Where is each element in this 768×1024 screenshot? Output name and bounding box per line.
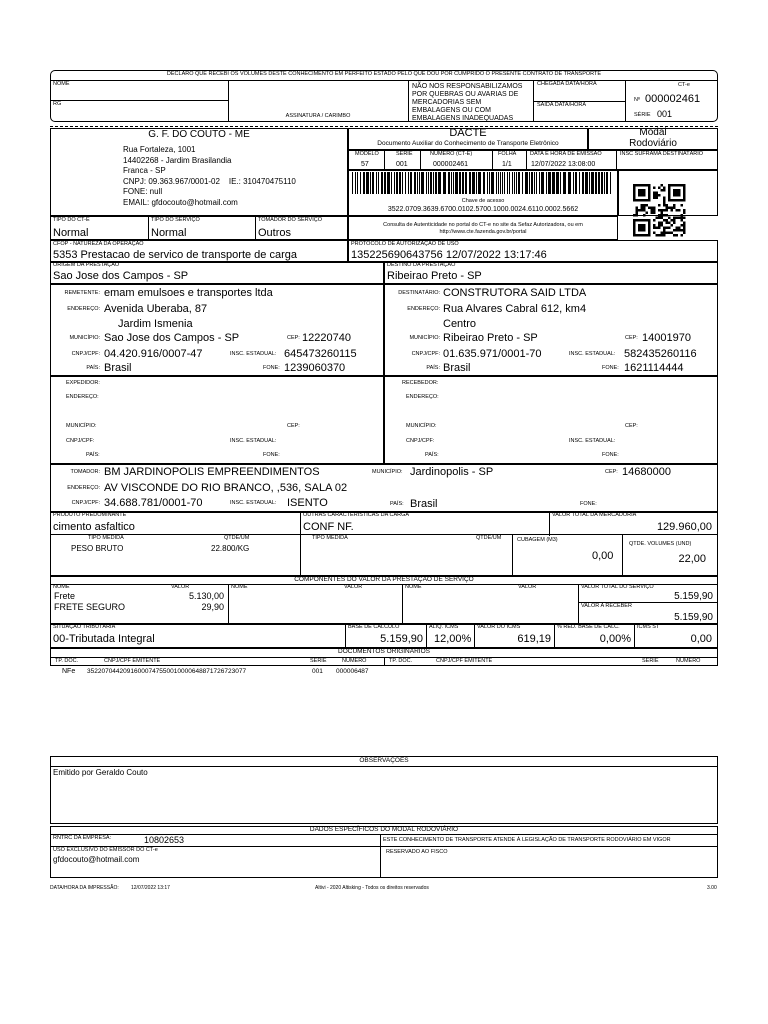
valor-mercadoria-label: VALOR TOTAL DA MERCADORIA [552,512,637,518]
observacoes-title: OBSERVAÇÕES [359,757,409,764]
receipt-numero-label: Nº [634,97,640,103]
tomador-fone-label: FONE: [580,501,597,507]
aliq-label: ALÍQ. ICMS [429,624,459,630]
expedidor-endereco-label: ENDEREÇO: [66,394,99,400]
remetente-cnpj: 04.420.916/0007-47 [104,348,203,360]
nome-label: NOME [53,81,70,87]
destinatario-cep: 14001970 [642,332,691,344]
tipo-servico-label: TIPO DO SERVIÇO [151,217,200,223]
doc-cnpj-label-1: CNPJ/CPF EMITENTE [104,658,161,664]
numero: 000002461 [433,161,469,168]
dacte-title: DACTE [449,127,487,139]
doc-tp-label-1: TP. DOC. [55,658,79,664]
serie-label: SÉRIE [396,151,413,157]
remetente-pais-label: PAÍS: [86,365,100,371]
expedidor-ie-label: INSC. ESTADUAL: [230,438,277,444]
fisco-label: RESERVADO AO FISCO [386,849,448,855]
remetente-municipio: Sao Jose dos Campos - SP [104,332,240,344]
recebedor-endereco-label: ENDEREÇO: [406,394,439,400]
doc-cnpj-label-2: CNPJ/CPF EMITENTE [436,658,493,664]
doc-row-tp: NFe [62,668,76,675]
valor-receber: 5.159,90 [674,612,713,623]
consulta-text: Consulta de Autenticidade no portal do CT-e no site da Sefaz Autorizadora, ou em [383,222,583,228]
tomador-municipio: Jardinopolis - SP [410,466,494,478]
remetente-endereco: Avenida Uberaba, 87 [104,303,208,315]
modal-rodo-title: DADOS ESPECÍFICOS DO MODAL RODOVIÁRIO [309,826,459,833]
doc-serie-label-2: SÉRIE [642,658,659,664]
tomador-endereco-label: ENDEREÇO: [67,485,100,491]
expedidor-box [50,376,384,464]
destinatario-ie-label: INSC. ESTADUAL: [569,351,616,357]
footer-credit: Altivi - 2020 Altisking - Todos os direitos reservados [315,885,429,891]
suframa-label: INSC SUFRAMA DESTINATÁRIO [620,151,704,157]
tomador-cep: 14680000 [622,466,671,478]
chegada-label: CHEGADA DATA/HORA [537,81,597,87]
outras: CONF NF. [303,521,354,533]
remetente-pais: Brasil [104,362,132,374]
remetente-name: emam emulsoes e transportes ltda [104,287,273,299]
expedidor-cnpj-label: CNPJ/CPF: [66,438,95,444]
footer-version: 3.00 [707,885,717,891]
doc-tp-label-2: TP. DOC. [389,658,413,664]
destinatario-cnpj: 01.635.971/0001-70 [443,348,542,360]
comp-item-nome: FRETE SEGURO [54,602,126,612]
tipo-medida-label-2: TIPO MEDIDA [312,535,348,541]
remetente-cnpj-label: CNPJ/CPF: [71,351,100,357]
comp-item-valor: 29,90 [201,602,224,612]
total-servico-label: VALOR TOTAL DO SERVIÇO [581,584,654,590]
cubagem-label: CUBAGEM (M3) [517,537,558,543]
destinatario-label: DESTINATÁRIO: [398,290,440,296]
doc-numero-label-2: NÚMERO [676,658,701,664]
tipo-cte: Normal [53,227,89,239]
folha-label: FOLHA [498,151,517,157]
qtde-um-label-2: QTDE/UM [476,535,502,541]
folha: 1/1 [502,161,512,168]
situacao-label: SITUAÇÃO TRIBUTÁRIA [53,624,116,630]
rntrc: 10802653 [144,835,185,845]
modelo-label: MODELO [355,151,379,157]
emitter-details: Rua Fortaleza, 1001 14402268 - Jardim Brasilandia Franca - SP CNPJ: 09.363.967/0001-02 IE.: 310470475110 FONE: null EMAIL: gfdocouto@hotmail.com [123,145,296,207]
recebedor-pais-label: PAÍS: [425,452,439,458]
destino: Ribeirao Preto - SP [387,270,482,282]
outras-label: OUTRAS CARACTERÍSTICAS DA CARGA [303,512,410,518]
origem: Sao Jose dos Campos - SP [53,270,189,282]
tomador-municipio-label: MUNICÍPIO: [372,469,403,475]
tomador-name: BM JARDINOPOLIS EMPREENDIMENTOS [104,466,320,478]
disclaimer: NÃO NOS RESPONSABILIZAMOS POR QUEBRAS OU AVARIAS DE MERCADORIAS SEM EMBALAGENS OU COM EMBALAGENS INADEQUADAS [412,83,523,122]
comp-valor-label-1: VALOR [171,584,190,590]
emissao: 12/07/2022 13:08:00 [531,161,596,168]
remetente-ie: 645473260115 [284,348,357,360]
rntrc-label: RNTRC DA EMPRESA: [53,835,112,841]
destinatario-endereco: Rua Alvares Cabral 612, km4 [443,303,587,315]
destinatario-endereco-label: ENDEREÇO: [407,306,440,312]
saida-label: SAÍDA DATA/HORA [537,102,587,108]
doc-row-numero: 000006487 [336,668,369,675]
remetente-bairro: Jardim Ismenia [118,318,193,330]
tomador-ie: ISENTO [287,497,328,509]
destino-label: DESTINO DA PRESTAÇÃO [387,262,456,268]
tomador-pais-label: PAÍS: [390,501,404,507]
uso: gfdocouto@hotmail.com [53,855,140,864]
destinatario-name: CONSTRUTORA SAID LTDA [443,287,587,299]
expedidor-cep-label: CEP: [287,423,300,429]
recebedor-label: RECEBEDOR: [402,380,439,386]
destinatario-municipio-label: MUNICÍPIO: [409,335,440,341]
tomador-cnpj: 34.688.781/0001-70 [104,497,203,509]
valor-mercadoria: 129.960,00 [656,521,712,533]
destinatario-ie: 582435260116 [624,348,697,360]
comp-nome-label-3: NOME [405,584,422,590]
comp-valor-label-3: VALOR [518,584,537,590]
remetente-fone-label: FONE: [263,365,280,371]
remetente-ie-label: INSC. ESTADUAL: [230,351,277,357]
tomador-cep-label: CEP: [605,469,618,475]
remetente-label: REMETENTE: [64,290,100,296]
tomador-label: TOMADOR: [70,469,100,475]
destinatario-cnpj-label: CNPJ/CPF: [411,351,440,357]
receipt-serie-label: SÉRIE [634,112,651,118]
destinatario-municipio: Ribeirao Preto - SP [443,332,538,344]
tomador-pais: Brasil [410,498,438,510]
doc-row-serie: 001 [312,668,323,675]
aliq: 12,00% [434,633,472,645]
red: 0,00% [599,633,631,645]
destinatario-pais-label: PAÍS: [426,365,440,371]
tomador-cnpj-label: CNPJ/CPF: [71,500,100,506]
impressao-label: DATA/HORA DA IMPRESSÃO: [50,885,119,891]
destinatario-cep-label: CEP: [625,335,638,341]
valor-icms-label: VALOR DO ICMS [477,624,521,630]
impressao: 12/07/2022 13:17 [131,885,170,891]
barcode-image [352,172,614,194]
cubagem: 0,00 [592,550,614,562]
uso-label: USO EXCLUSIVO DO EMISSOR DO CT-e [53,847,158,853]
recebedor-ie-label: INSC. ESTADUAL: [569,438,616,444]
documentos-title: DOCUMENTOS ORIGINÁRIOS [338,648,430,655]
expedidor-fone-label: FONE: [263,452,280,458]
assinatura-label: ASSINATURA / CARIMBO [285,113,351,119]
comp-item-nome: Frete [54,591,76,601]
expedidor-municipio-label: MUNICÍPIO: [66,423,97,429]
protocolo-label: PROTOCOLO DE AUTORIZAÇÃO DE USO [351,241,459,247]
doc-numero-label-1: NÚMERO [342,658,367,664]
comp-item-valor: 5.130,00 [188,591,224,601]
valor-icms: 619,19 [517,633,551,645]
remetente-endereco-label: ENDEREÇO: [67,306,100,312]
receipt-numero: 000002461 [645,93,701,105]
numero-label: NÚMERO (CT-E) [430,151,473,157]
qr-code-image [633,184,687,248]
produto-label: PRODUTO PREDOMINANTE [53,512,127,518]
dacte-subtitle: Documento Auxiliar do Conhecimento de Transporte Eletrônico [377,140,559,147]
expedidor-pais-label: PAÍS: [86,452,100,458]
rg-label: RG [53,101,62,107]
volumes: 22,00 [678,553,706,565]
qtde-um: 22.800/KG [211,544,250,553]
tipo-cte-label: TIPO DO CT-E [53,217,90,223]
chave: 3522.0709.3639.6700.0102.5700.1000.0024.6110.0002.5662 [387,206,579,213]
tipo-servico: Normal [151,227,187,239]
protocolo: 135225690643756 12/07/2022 13:17:46 [351,249,547,261]
recebedor-cnpj-label: CNPJ/CPF: [406,438,435,444]
recebedor-box [384,376,718,464]
tomador-servico-label: TOMADOR DO SERVIÇO [258,217,322,223]
base-label: BASE DE CÁLCULO [348,624,400,630]
remetente-cep: 12220740 [302,332,351,344]
doc-serie-label-1: SÉRIE [310,658,327,664]
recebedor-municipio-label: MUNICÍPIO: [406,423,437,429]
emitter-name: G. F. DO COUTO - ME [148,129,250,140]
receipt-serie: 001 [657,109,673,119]
cte-label: CT-e [678,82,690,88]
cfop: 5353 Prestacao de servico de transporte de carga [53,249,297,261]
tomador-endereco: AV VISCONDE DO RIO BRANCO, ,536, SALA 02 [104,482,348,494]
componentes-title: COMPONENTES DO VALOR DA PRESTAÇÃO DE SERVIÇO [294,576,474,583]
comp-nome-label-1: NOME [53,584,70,590]
observacoes-text: Emitido por Geraldo Couto [53,768,148,777]
produto: cimento asfaltico [53,521,135,533]
cut-line [50,126,718,127]
destinatario-fone: 1621114444 [624,362,684,374]
destinatario-bairro: Centro [443,318,477,330]
tipo-medida: PESO BRUTO [71,544,124,553]
destinatario-pais: Brasil [443,362,471,374]
comp-valor-label-2: VALOR [344,584,363,590]
origem-label: ORIGEM DA PRESTAÇÃO [53,262,120,268]
recebedor-fone-label: FONE: [602,452,619,458]
cfop-label: CFOP - NATUREZA DA OPERAÇÃO [53,241,144,247]
receipt-declaration: DECLARO QUE RECEBI OS VOLUMES DESTE CONHECIMENTO EM PERFEITO ESTADO PELO QUE DOU POR CUMPRIDO O PRESENTE CONTRATO DE TRANSPORTE [166,71,602,77]
serie: 001 [396,161,408,168]
st-label: ICMS ST [637,624,660,630]
total-servico: 5.159,90 [674,591,713,602]
tipo-medida-label-1: TIPO MEDIDA [88,535,124,541]
expedidor-label: EXPEDIDOR: [66,380,100,386]
modal-label: Modal [639,127,667,138]
doc-row-chave: 35220704420916000747550010000648871726723077 [87,668,247,675]
st: 0,00 [690,633,712,645]
comp-nome-label-2: NOME [231,584,248,590]
chave-label: Chave de acesso [461,198,505,204]
remetente-fone: 1239060370 [284,362,346,374]
remetente-cep-label: CEP: [287,335,300,341]
tomador-ie-label: INSC. ESTADUAL: [230,500,277,506]
remetente-municipio-label: MUNICÍPIO: [69,335,100,341]
red-label: % RED. BASE DE CALC. [557,624,620,630]
portal-url: http://www.cte.fazenda.gov.br/portal [439,229,527,235]
destinatario-fone-label: FONE: [602,365,619,371]
modal-rodo-nota: ESTE CONHECIMENTO DE TRANSPORTE ATENDE À LEGISLAÇÃO DE TRANSPORTE RODOVIÁRIO EM VIGOR [383,837,671,843]
modal-value: Rodoviário [629,138,677,149]
base: 5.159,90 [380,633,423,645]
modelo: 57 [361,161,369,168]
valor-receber-label: VALOR A RECEBER [581,603,632,609]
tomador-servico: Outros [258,227,292,239]
qtde-um-label-1: QTDE/UM [224,535,250,541]
recebedor-cep-label: CEP: [625,423,638,429]
situacao: 00-Tributada Integral [53,633,155,645]
volumes-label: QTDE. VOLUMES (UND) [629,541,692,547]
emissao-label: DATA E HORA DE EMISSÃO [530,151,602,157]
